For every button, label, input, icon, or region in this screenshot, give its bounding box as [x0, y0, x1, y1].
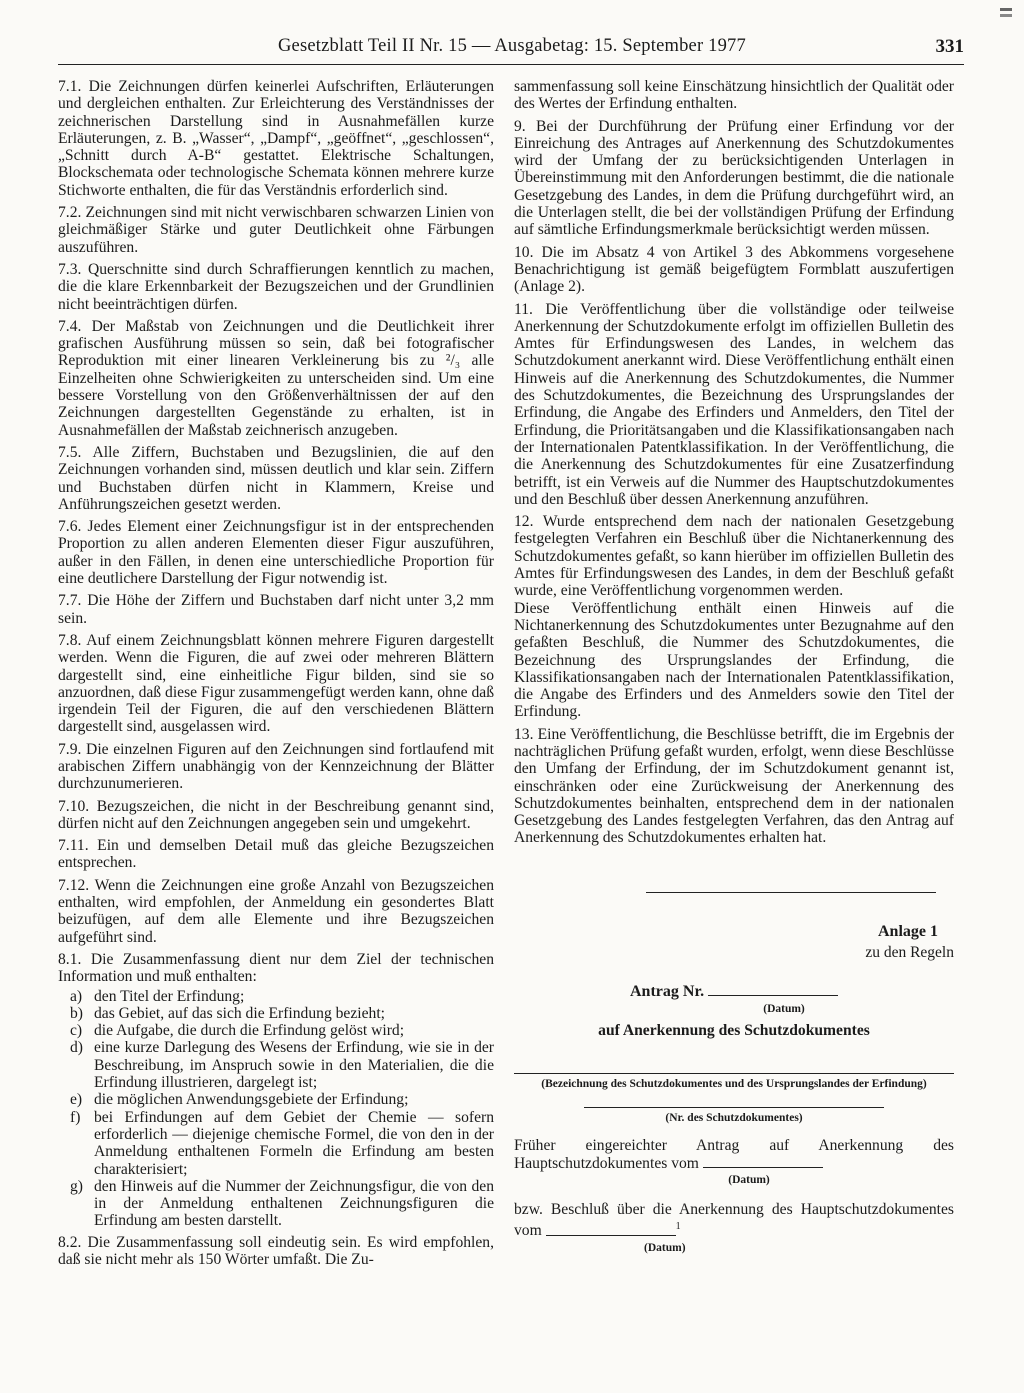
list-letter: d) [70, 1039, 83, 1057]
list-letter: c) [70, 1022, 83, 1040]
scan-mark [1000, 14, 1012, 17]
blank-line [584, 1107, 884, 1108]
list-item [70, 1109, 494, 1178]
list-item [70, 1005, 494, 1022]
antrag-label: Antrag Nr. [630, 983, 705, 1001]
footnote-mark: 1 [675, 1221, 681, 1233]
paragraph: 7.10. Bezugszeichen, die nicht in der Beschreibung genannt sind, dürfen nicht auf den Zeichnungen angegeben sein und umgekehrt. [58, 797, 494, 832]
paragraph: 13. Eine Veröffentlichung, die Beschlüsse betrifft, die im Ergebnis der nachträglichen Prüfung gefaßt wurden, erfolgt, wenn diese Beschlüsse den Umfang der Erfindung, der im Schutzdokument genannt ist, einschränken oder eine Zurückweisung der Anerkennung des Schutzdokumentes beinhalten, entsprechend dem in der nationalen Gesetzgebung des Landes festgelegten Verfahren, das den Antrag auf Anerkennung des Schutzdokumentes erhalten hat. [514, 725, 954, 847]
paragraph: 7.11. Ein und demselben Detail muß das gleiche Bezugszeichen entsprechen. [58, 837, 494, 872]
list-text: eine kurze Darlegung des Wesens der Erfindung, wie sie in der Beschreibung, im Anspruch sowie in den Materialien, die die Erfindung illustrieren, dargelegt ist; [94, 1039, 494, 1092]
beschluss-label: bzw. Beschluß über die Anerkennung des Hauptschutzdokumentes vom [514, 1201, 954, 1240]
list-letter: a) [70, 987, 83, 1005]
paragraph: 7.6. Jedes Element einer Zeichnungsfigur ist in der entsprechenden Proportion zu allen anderen Elementen dieser Figur auszuführen, außer in den Fällen, in denen eine unterschiedliche Proportion für eine deutlichere Darstellung der Figur notwendig ist. [58, 518, 494, 588]
section-divider [646, 892, 936, 893]
summary-list [58, 988, 494, 1230]
left-column [58, 78, 494, 1273]
antrag-line [514, 983, 954, 1000]
list-item [70, 1039, 494, 1091]
frueher-text [514, 1137, 954, 1172]
paragraph: Diese Veröffentlichung enthält einen Hinweis auf die Nichtanerkennung des Schutzdokumentes unter Bezugnahme auf den gefaßten Beschluß, die Nummer des Schutzdokumentes, die Bezeichnung des Ursprungslandes der Erfindung, die Klassifikationsangaben nach der Internationalen Patentklassifikation, die Angabe des Erfinders und des Anmelders sowie den Titel der Erfindung. [514, 599, 954, 721]
datum-label: (Datum) [644, 1241, 686, 1254]
list-text: bei Erfindungen auf dem Gebiet der Chemie — sofern erforderlich — diejenige chemische Formel, die von den in der Anmeldung enthaltenen Formeln die Erfindung am besten charakterisiert; [94, 1108, 494, 1178]
list-text: den Titel der Erfindung; [94, 987, 245, 1005]
page-number: 331 [935, 36, 964, 57]
list-letter: g) [70, 1177, 83, 1195]
list-item [70, 1022, 494, 1039]
list-item [70, 988, 494, 1005]
paragraph: 11. Die Veröffentlichung über die vollständige oder teilweise Anerkennung der Schutzdokumente erfolgt im offiziellen Bulletin des Amtes für Erfindungswesen des Landes, in welchem das Schutzdokument anerkannt wird. Diese Veröffentlichung enthält einen Hinweis auf die Anerkennung des Schutzdokumentes, die Nummer des Schutzdokumentes, die Bezeichnung des Ursprungslandes der Erfindung, die Angabe des Erfinders und Anmelders, den Titel der Erfindung, die Prioritätsangaben und die Klassifikationsangaben nach der Internationalen Patentklassifikation. In der Veröffentlichung, die die Anerkennung des Schutzdokumentes für eine Zusatzerfindung betrifft, ist ein Verweis auf die Nummer des Hauptschutzdokumentes und den Beschluß über dessen Anerkennung anzuführen. [514, 300, 954, 508]
list-text: die möglichen Anwendungsgebiete der Erfindung; [94, 1091, 409, 1109]
beschluss-text [514, 1201, 954, 1240]
list-item [70, 1178, 494, 1230]
list-letter: f) [70, 1108, 81, 1126]
frueher-label: Früher eingereichter Antrag auf Anerkennung des Hauptschutzdokumentes vom [514, 1137, 954, 1172]
list-text: die Aufgabe, die durch die Erfindung gelöst wird; [94, 1022, 405, 1040]
paragraph: 10. Die im Absatz 4 von Artikel 3 des Abkommens vorgesehene Benachrichtigung ist gemäß beigefügtem Formblatt auszufertigen (Anlage 2). [514, 243, 954, 296]
paragraph: 7.7. Die Höhe der Ziffern und Buchstaben darf nicht unter 3,2 mm sein. [58, 592, 494, 627]
form-subtitle: auf Anerkennung des Schutzdokumentes [598, 1021, 870, 1039]
paragraph: 7.1. Die Zeichnungen dürfen keinerlei Aufschriften, Erläuterungen und dergleichen enthalten. Zur Erleichterung des Verständnisses der zeichnerischen Darstellung sind in Ausnahmefällen kurze Erläuterungen, z. B. „Wasser“, „Dampf“, „geöffnet“, „geschlossen“, „Schnitt durch A-B“ gestattet. Elektrische Schaltungen, Blockschemata oder technologische Schemata können mehrere kurze Stichworte enthalten, die für das Verständnis erforderlich sind. [58, 78, 494, 199]
list-text: das Gebiet, auf das sich die Erfindung bezieht; [94, 1004, 385, 1022]
list-letter: e) [70, 1091, 83, 1109]
paragraph: 7.12. Wenn die Zeichnungen eine große Anzahl von Bezugszeichen enthalten, wird empfohlen, der Anmeldung ein gesondertes Blatt beizufügen, auf dem alle Elemente und ihre Bezugszeichen aufgeführt sind. [58, 876, 494, 946]
paragraph: 7.3. Querschnitte sind durch Schraffierungen kenntlich zu machen, die die klare Erkennbarkeit der Bezugszeichen und der Grundlinien nicht beeinträchtigen dürfen. [58, 260, 494, 313]
blank-line [514, 1073, 954, 1074]
caption-bezeichnung: (Bezeichnung des Schutzdokumentes und des Ursprungslandes der Erfindung) [541, 1078, 927, 1091]
anlage-block [514, 923, 954, 1257]
paragraph: 12. Wurde entsprechend dem nach der nationalen Gesetzgebung festgelegten Verfahren ein Beschluß über die Nichtanerkennung des Schutzdokumentes gefaßt, so kann hierüber im offiziellen Bulletin des Amtes für Erfindungswesen des Landes, in dem der Beschluß gefaßt wurde, eine Veröffentlichung vorgenommen werden. [514, 513, 954, 600]
beschluss-date-blank [546, 1235, 676, 1236]
header-title: Gesetzblatt Teil II Nr. 15 — Ausgabetag: 15. September 1977 [278, 36, 746, 56]
frueher-date-blank [703, 1167, 823, 1168]
paragraph: 7.5. Alle Ziffern, Buchstaben und Bezugslinien, die auf den Zeichnungen vorhanden sind, müssen deutlich und klar sein. Ziffern und Buchstaben dürfen nicht in Klammern, Kreise und Anführungszeichen gesetzt werden. [58, 443, 494, 513]
anlage-title: Anlage 1 [878, 922, 938, 940]
paragraph: sammenfassung soll keine Einschätzung hinsichtlich der Qualität oder des Wertes der Erfindung enthalten. [514, 78, 954, 113]
paragraph: 7.4. Der Maßstab von Zeichnungen und die Deutlichkeit ihrer grafischen Ausführung müssen so sein, daß bei fotografischer Reproduktion mit einer linearen Verkleinerung bis zu ²/₃ alle Einzelheiten ohne Schwierigkeiten zu unterscheiden sind. Um eine bessere Vorstellung von den Größenverhältnissen der auf den Zeichnungen dargestellten Gegenstände zu erhalten, ist in Ausnahmefällen der Maßstab zeichnerisch anzugeben. [58, 317, 494, 439]
paragraph: 7.9. Die einzelnen Figuren auf den Zeichnungen sind fortlaufend mit arabischen Ziffern unabhängig von der Kennzeichnung der Blätter durchzunumerieren. [58, 740, 494, 793]
datum-label: (Datum) [763, 1002, 805, 1015]
paragraph: 9. Bei der Durchführung der Prüfung einer Erfindung vor der Einreichung des Antrages auf Anerkennung des Schutzdokumentes wird der Umfang der zu berücksichtigenden Unterlagen in Übereinstimmung mit den Anforderungen bestimmt, die die nationale Gesetzgebung des Landes, in dem die Prüfung durchgeführt wird, an die Unterlagen stellt, die bei der vollständigen Prüfung der Erfindung auf sämtliche Erfindungsmerkmale berücksichtigt werden müssen. [514, 117, 954, 239]
scan-mark [1000, 8, 1012, 11]
right-column [514, 78, 954, 1257]
list-item [70, 1091, 494, 1108]
page-header [58, 30, 964, 65]
list-text: den Hinweis auf die Nummer der Zeichnungsfigur, die von den in der Anmeldung enthaltenen Zeichnungsfiguren die Erfindung am besten darstellt. [94, 1177, 494, 1230]
anlage-subtitle: zu den Regeln [865, 944, 954, 962]
paragraph: 8.2. Die Zusammenfassung soll eindeutig sein. Es wird empfohlen, daß sie nicht mehr als 150 Wörter umfaßt. Die Zu- [58, 1233, 494, 1268]
list-letter: b) [70, 1004, 83, 1022]
datum-label: (Datum) [728, 1173, 770, 1186]
antrag-date-blank [708, 995, 838, 996]
paragraph: 7.8. Auf einem Zeichnungsblatt können mehrere Figuren dargestellt werden. Wenn die Figuren, die auf zwei oder mehreren Blättern dargestellt sind, eine einheitliche Figur bilden, sind sie so anzuordnen, daß diese Figur zusammengefügt werden kann, ohne daß irgendein Teil der Figuren, die auf den verschiedenen Blättern dargestellt sind, ausgelassen wird. [58, 631, 494, 736]
paragraph: 8.1. Die Zusammenfassung dient nur dem Ziel der technischen Information und muß enthalten: [58, 950, 494, 986]
caption-nr: (Nr. des Schutzdokumentes) [665, 1112, 803, 1125]
paragraph: 7.2. Zeichnungen sind mit nicht verwischbaren schwarzen Linien von gleichmäßiger Stärke und guter Deutlichkeit ohne Färbungen auszuführen. [58, 204, 494, 256]
